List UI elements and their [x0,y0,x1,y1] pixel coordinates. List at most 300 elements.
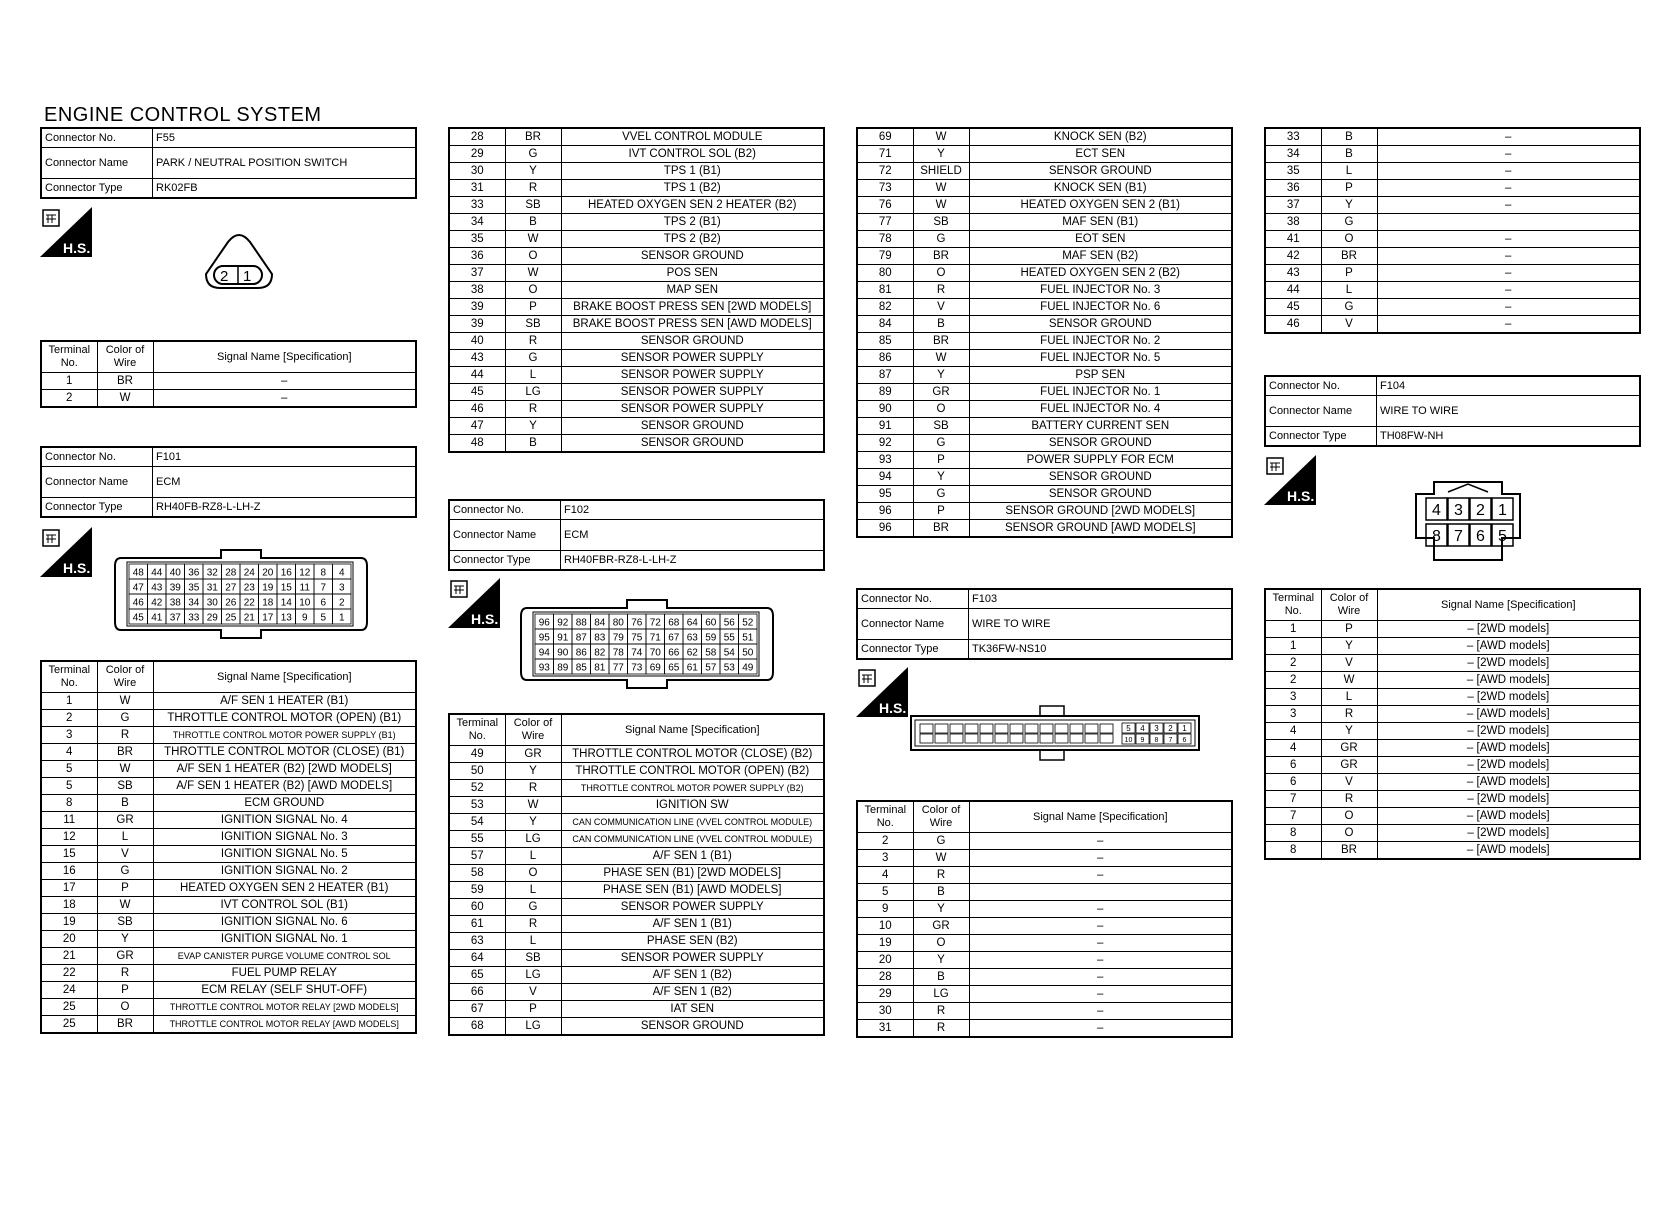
signal-header: Signal Name [Specification] [153,661,416,693]
pin-label: 27 [225,582,237,594]
terminal-cell: 61 [449,916,505,933]
terminal-no-header: Terminal No. [449,714,505,746]
terminal-cell: 1 [41,373,97,390]
table-row [41,744,416,761]
terminal-cell: 29 [449,146,505,163]
signal-cell: – [AWD models] [1377,842,1640,860]
signal-cell: – [2WD models] [1377,825,1640,842]
color-cell: W [505,265,561,282]
pin-label: 35 [188,582,200,594]
table-row [41,693,416,710]
terminal-cell: 6 [1265,774,1321,791]
color-cell: B [1321,146,1377,163]
color-cell: O [913,401,969,418]
table-row [1265,791,1640,808]
table-row [1265,723,1640,740]
signal-cell: – [AWD models] [1377,638,1640,655]
signal-cell: IGNITION SIGNAL No. 4 [153,812,416,829]
pin-cell [1070,734,1083,743]
color-cell: BR [1321,842,1377,860]
table-row [1265,128,1640,146]
pin-label: 75 [631,632,643,644]
table-row [857,282,1232,299]
color-cell: P [505,1001,561,1018]
connector-name-value: PARK / NEUTRAL POSITION SWITCH [153,148,417,179]
signal-cell: – [AWD models] [1377,672,1640,689]
signal-cell: SENSOR GROUND [561,435,824,453]
terminal-cell: 54 [449,814,505,831]
color-cell: O [505,282,561,299]
pin-label: 29 [206,612,218,624]
table-row [857,350,1232,367]
signal-cell: – [969,918,1232,935]
pin-label: 3 [1454,502,1463,519]
color-cell: G [97,863,153,880]
color-cell: SB [97,778,153,795]
table-row [41,965,416,982]
pin-label: 81 [594,662,606,674]
connector-name-label: Connector Name [1265,396,1377,427]
pin-cell [1085,734,1098,743]
signal-cell: – [969,867,1232,884]
pin-label: 56 [723,617,735,629]
harness-side-icon [1264,455,1316,505]
color-cell: W [97,390,153,408]
table-row [1265,621,1640,638]
pin-label: 5 [1498,528,1507,545]
table-row [857,435,1232,452]
pin-label: 84 [594,617,606,629]
pin-label: 64 [686,617,698,629]
color-cell: BR [97,744,153,761]
terminal-cell: 72 [857,163,913,180]
pin-label: 7 [320,582,327,594]
table-row [449,933,824,950]
color-cell: L [1321,689,1377,706]
color-cell: P [505,299,561,316]
signal-cell: SENSOR GROUND [969,316,1232,333]
color-cell: G [505,899,561,916]
pin-label: 65 [668,662,680,674]
table-row [857,850,1232,867]
pin-cell [1085,724,1098,733]
terminal-cell: 31 [857,1020,913,1038]
table-row [857,299,1232,316]
signal-cell: MAP SEN [561,282,824,299]
pin-label: 1 [1498,502,1507,519]
color-header: Color of Wire [913,801,969,833]
table-row [857,367,1232,384]
color-cell: GR [913,918,969,935]
terminal-cell: 2 [1265,655,1321,672]
table-row [41,795,416,812]
color-cell: BR [913,248,969,265]
connector-name-label: Connector Name [449,520,561,551]
terminal-cell: 92 [857,435,913,452]
terminal-cell: 5 [857,884,913,901]
signal-cell: – [AWD models] [1377,706,1640,723]
table-row [41,999,416,1016]
signal-cell: – [1377,248,1640,265]
pin-label: 5 [1126,724,1131,733]
pin-label: 44 [151,567,163,579]
table-row [1265,248,1640,265]
pin-cell [980,734,993,743]
pin-cell [995,734,1008,743]
signal-cell: SENSOR GROUND [561,1018,824,1036]
color-cell: GR [1321,740,1377,757]
pin-label: 54 [723,647,735,659]
table-row [857,1020,1232,1038]
table-row [857,401,1232,418]
pin-label: 38 [169,597,181,609]
color-header: Color of Wire [97,341,153,373]
table-row [449,367,824,384]
signal-cell: – [2WD models] [1377,791,1640,808]
pin-cell [1010,724,1023,733]
terminal-cell: 1 [41,693,97,710]
table-row [857,180,1232,197]
terminal-cell: 29 [857,986,913,1003]
color-cell: O [1321,825,1377,842]
terminal-cell: 25 [41,1016,97,1034]
signal-cell: IGNITION SIGNAL No. 1 [153,931,416,948]
connector-type-label: Connector Type [41,179,153,199]
pin-label: 22 [243,597,255,609]
pin-label: 94 [538,647,550,659]
table-row [449,950,824,967]
terminal-no-header: Terminal No. [857,801,913,833]
pin-cell [1055,724,1068,733]
color-cell: V [913,299,969,316]
table-row [857,884,1232,901]
color-cell: R [1321,791,1377,808]
terminal-cell: 3 [1265,689,1321,706]
signal-cell: A/F SEN 1 HEATER (B2) [AWD MODELS] [153,778,416,795]
table-row [857,503,1232,520]
pin-label: 25 [225,612,237,624]
terminal-cell: 30 [857,1003,913,1020]
terminal-cell: 36 [449,248,505,265]
terminal-cell: 43 [449,350,505,367]
table-row [1265,808,1640,825]
pin-label: 76 [631,617,643,629]
pin-label: 52 [742,617,754,629]
table-row [449,231,824,248]
table-row [449,248,824,265]
terminal-cell: 89 [857,384,913,401]
signal-cell: SENSOR POWER SUPPLY [561,384,824,401]
color-cell: O [1321,231,1377,248]
signal-header: Signal Name [Specification] [1377,589,1640,621]
pin-label: 93 [538,662,550,674]
pin-cell [1100,724,1113,733]
terminal-table-f55 [40,340,417,408]
color-header: Color of Wire [505,714,561,746]
signal-cell: PSP SEN [969,367,1232,384]
hs-label: H.S. [1287,488,1315,504]
color-cell: R [913,1003,969,1020]
terminal-cell: 71 [857,146,913,163]
pin-label: 34 [188,597,200,609]
table-row [449,180,824,197]
pin-cell [1025,734,1038,743]
signal-cell: PHASE SEN (B1) [AWD MODELS] [561,882,824,899]
signal-header: Signal Name [Specification] [153,341,416,373]
signal-cell: KNOCK SEN (B2) [969,128,1232,146]
terminal-cell: 66 [449,984,505,1001]
color-cell: GR [505,746,561,763]
color-cell: R [913,282,969,299]
color-cell: R [505,333,561,350]
signal-cell: THROTTLE CONTROL MOTOR POWER SUPPLY (B1) [153,727,416,744]
table-row [1265,689,1640,706]
color-cell: L [505,933,561,950]
pin-label: 4 [1432,502,1441,519]
color-cell: G [1321,299,1377,316]
terminal-cell: 4 [857,867,913,884]
terminal-cell: 95 [857,486,913,503]
terminal-table-f103 [856,800,1233,1038]
terminal-cell: 52 [449,780,505,797]
signal-cell: A/F SEN 1 (B1) [561,848,824,865]
color-cell: P [97,982,153,999]
table-row [857,214,1232,231]
table-row [857,333,1232,350]
connector-type-label: Connector Type [41,498,153,518]
table-row [41,812,416,829]
signal-cell: HEATED OXYGEN SEN 2 HEATER (B1) [153,880,416,897]
signal-cell: – [969,986,1232,1003]
connector-name-value: WIRE TO WIRE [1377,396,1641,427]
pin-label: 1 [338,612,345,624]
terminal-table-f101 [40,660,417,1034]
color-cell: B [913,969,969,986]
table-row [449,435,824,453]
pin-label: 70 [649,647,661,659]
connector-name-value: ECM [153,467,417,498]
connector-info-f102 [448,499,825,571]
pin-label: 46 [132,597,144,609]
color-cell: W [97,761,153,778]
terminal-cell: 5 [41,761,97,778]
connector-type-value: RH40FBR-RZ8-L-LH-Z [561,551,825,571]
terminal-cell: 35 [449,231,505,248]
pin-cell [995,724,1008,733]
table-row [449,350,824,367]
table-row [449,316,824,333]
pin-cell [1055,734,1068,743]
terminal-cell: 31 [449,180,505,197]
color-cell: V [1321,316,1377,334]
harness-side-icon [40,527,92,577]
signal-cell: – [1377,146,1640,163]
color-cell: B [1321,128,1377,146]
terminal-cell: 10 [857,918,913,935]
terminal-cell: 60 [449,899,505,916]
terminal-cell: 28 [857,969,913,986]
signal-cell: HEATED OXYGEN SEN 2 (B2) [969,265,1232,282]
connector-no-label: Connector No. [41,447,153,467]
terminal-cell: 91 [857,418,913,435]
page-title: ENGINE CONTROL SYSTEM [44,104,322,126]
pin-label: 91 [557,632,569,644]
terminal-cell: 94 [857,469,913,486]
table-row [449,865,824,882]
connector-type-value: RK02FB [153,179,417,199]
table-row [857,520,1232,538]
color-cell: LG [505,1018,561,1036]
signal-cell: A/F SEN 1 HEATER (B1) [153,693,416,710]
signal-cell: BRAKE BOOST PRESS SEN [AWD MODELS] [561,316,824,333]
color-cell: Y [913,146,969,163]
signal-cell: CAN COMMUNICATION LINE (VVEL CONTROL MODULE) [561,814,824,831]
pin-label: 88 [575,617,587,629]
signal-cell: – [153,373,416,390]
terminal-cell: 6 [1265,757,1321,774]
connector-no-label: Connector No. [857,589,969,609]
pin-label: 1 [1182,724,1187,733]
signal-cell: THROTTLE CONTROL MOTOR (CLOSE) (B1) [153,744,416,761]
connector-no-value: F104 [1377,376,1641,396]
pin-cell [950,734,963,743]
pin-label: 50 [742,647,754,659]
connector-info-f104 [1264,375,1641,447]
signal-cell: – [1377,163,1640,180]
signal-cell: – [969,901,1232,918]
pin-label: 30 [206,597,218,609]
color-cell: G [1321,214,1377,231]
pin-label: 23 [243,582,255,594]
signal-cell: A/F SEN 1 (B2) [561,967,824,984]
pin-cell [980,724,993,733]
pin-label: 24 [243,567,255,579]
connector-name-label: Connector Name [857,609,969,640]
table-row [1265,146,1640,163]
pin-label: 21 [243,612,255,624]
signal-cell: BRAKE BOOST PRESS SEN [2WD MODELS] [561,299,824,316]
table-row [1265,299,1640,316]
color-cell: G [913,833,969,850]
pin-label: 4 [1140,724,1145,733]
color-cell: R [913,1020,969,1038]
signal-cell: IGNITION SIGNAL No. 2 [153,863,416,880]
color-cell: R [505,780,561,797]
terminal-cell: 3 [857,850,913,867]
signal-cell: IVT CONTROL SOL (B1) [153,897,416,914]
terminal-cell: 77 [857,214,913,231]
terminal-cell: 86 [857,350,913,367]
signal-cell: FUEL INJECTOR No. 2 [969,333,1232,350]
color-cell: Y [1321,723,1377,740]
signal-cell: MAF SEN (B1) [969,214,1232,231]
color-cell: B [505,214,561,231]
pin-cell [920,734,933,743]
signal-cell: THROTTLE CONTROL MOTOR (OPEN) (B2) [561,763,824,780]
terminal-no-header: Terminal No. [41,661,97,693]
table-row [857,867,1232,884]
pin-label: 14 [280,597,292,609]
pin-cell [965,724,978,733]
signal-cell: SENSOR GROUND [969,435,1232,452]
pin-label: 78 [612,647,624,659]
signal-cell: – [1377,316,1640,334]
pin-label: 69 [649,662,661,674]
color-cell: SB [505,197,561,214]
table-row [1265,757,1640,774]
color-cell: W [1321,672,1377,689]
terminal-cell: 20 [857,952,913,969]
pin-label: 96 [538,617,550,629]
connector-info-f103 [856,588,1233,660]
pin-label: 19 [262,582,274,594]
signal-cell: ECT SEN [969,146,1232,163]
pin-cell [1025,724,1038,733]
signal-cell: – [AWD models] [1377,774,1640,791]
signal-cell: – [2WD models] [1377,757,1640,774]
pin-label: 43 [151,582,163,594]
pin-label: 8 [1432,528,1441,545]
table-row [857,248,1232,265]
table-row [449,282,824,299]
pin-label: 11 [299,582,310,594]
signal-cell: A/F SEN 1 HEATER (B2) [2WD MODELS] [153,761,416,778]
pin-label: 2 [338,597,345,609]
pin-label: 63 [686,632,698,644]
table-row [41,390,416,408]
connector-type-value: TH08FW-NH [1377,427,1641,447]
table-row [857,918,1232,935]
pin-label: 9 [301,612,308,624]
signal-cell: – [1377,197,1640,214]
terminal-table-f103-continued [1264,127,1641,334]
pin-label: 37 [169,612,181,624]
terminal-cell: 8 [41,795,97,812]
pin-label: 13 [280,612,292,624]
pin-label: 95 [538,632,550,644]
signal-cell: THROTTLE CONTROL MOTOR (CLOSE) (B2) [561,746,824,763]
signal-cell: – [969,969,1232,986]
pin-label: 41 [151,612,163,624]
signal-cell: – [1377,128,1640,146]
pin-label: 40 [169,567,181,579]
connector-type-label: Connector Type [449,551,561,571]
table-row [449,763,824,780]
terminal-cell: 19 [857,935,913,952]
pin-label: 51 [742,632,754,644]
color-cell: W [505,797,561,814]
terminal-cell: 59 [449,882,505,899]
color-cell: LG [505,384,561,401]
terminal-cell: 33 [1265,128,1321,146]
pin-label: 89 [557,662,569,674]
color-cell: BR [913,520,969,538]
color-cell: W [97,897,153,914]
terminal-cell: 15 [41,846,97,863]
color-cell: W [913,128,969,146]
color-cell: R [505,180,561,197]
terminal-cell: 4 [1265,740,1321,757]
terminal-cell: 7 [1265,808,1321,825]
pin-label: 10 [299,597,311,609]
pin-label: 15 [280,582,292,594]
table-row [41,931,416,948]
table-row [41,948,416,965]
table-row [449,1018,824,1036]
color-cell: O [913,265,969,282]
signal-cell: HEATED OXYGEN SEN 2 HEATER (B2) [561,197,824,214]
terminal-cell: 55 [449,831,505,848]
